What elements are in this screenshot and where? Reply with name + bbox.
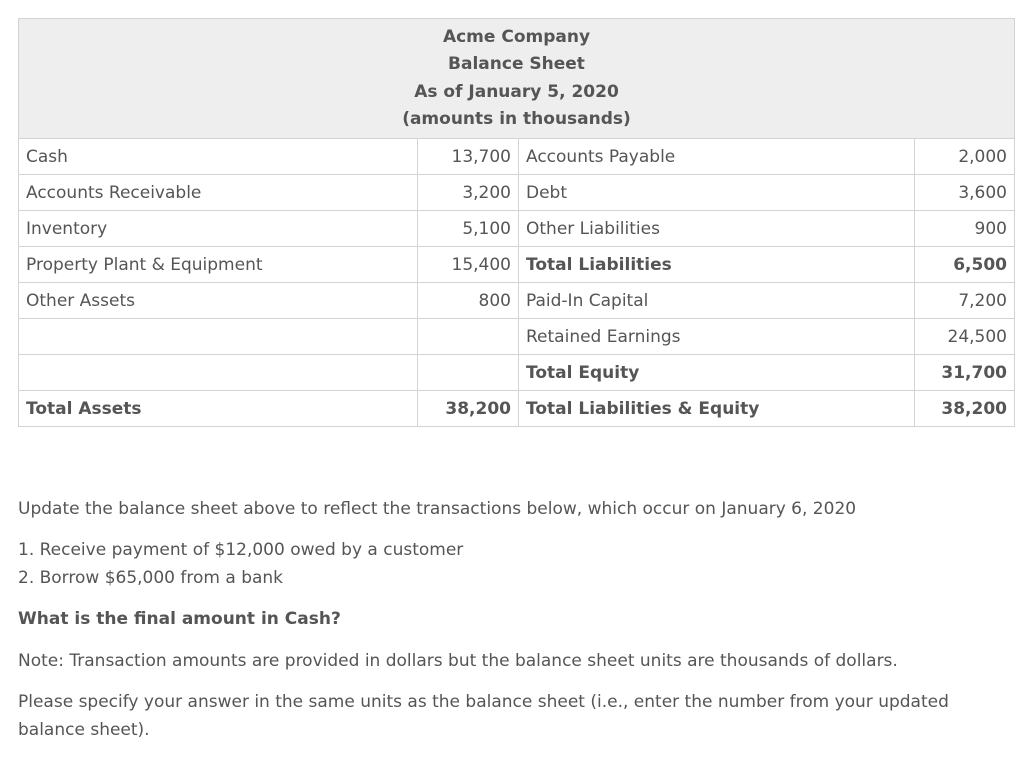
asset-value: 3,200 <box>418 175 519 211</box>
balance-sheet-header <box>19 19 1015 139</box>
liability-value: 3,600 <box>915 175 1015 211</box>
list-item: 2. Borrow $65,000 from a bank <box>18 567 284 588</box>
transaction-list <box>18 537 1008 592</box>
asset-label: Accounts Receivable <box>19 175 418 211</box>
liability-value: 2,000 <box>915 139 1015 175</box>
total-liabilities-equity-label: Total Liabilities & Equity <box>519 391 915 427</box>
sheet-title: Balance Sheet <box>448 54 585 74</box>
table-row <box>19 355 1015 391</box>
liability-value: 900 <box>915 211 1015 247</box>
asset-value <box>418 319 519 355</box>
liability-label: Paid-In Capital <box>519 283 915 319</box>
table-row <box>19 283 1015 319</box>
table-row <box>19 247 1015 283</box>
asset-value: 800 <box>418 283 519 319</box>
total-assets-value: 38,200 <box>418 391 519 427</box>
liability-value: 7,200 <box>915 283 1015 319</box>
asset-label <box>19 319 418 355</box>
company-name: Acme Company <box>442 26 591 47</box>
total-liabilities-value: 6,500 <box>915 247 1015 283</box>
instruction-text: Update the balance sheet above to reflect the transactions below, which occur on January 6, 2020 <box>18 499 857 519</box>
sheet-date: As of January 5, 2020 <box>414 81 619 102</box>
question-prompt: What is the final amount in Cash? <box>18 609 341 629</box>
table-row <box>19 319 1015 355</box>
list-item: 1. Receive payment of $12,000 owed by a customer <box>18 540 464 560</box>
asset-value <box>418 355 519 391</box>
total-equity-value: 31,700 <box>915 355 1015 391</box>
total-equity-label: Total Equity <box>519 355 915 391</box>
asset-label <box>19 355 418 391</box>
total-liabilities-label: Total Liabilities <box>519 247 915 283</box>
liability-value: 24,500 <box>915 319 1015 355</box>
liability-label: Other Liabilities <box>519 211 915 247</box>
balance-sheet-header-row <box>19 19 1015 139</box>
total-liabilities-equity-value: 38,200 <box>915 391 1015 427</box>
asset-value: 5,100 <box>418 211 519 247</box>
asset-label: Other Assets <box>19 283 418 319</box>
table-row <box>19 391 1015 427</box>
asset-value: 15,400 <box>418 247 519 283</box>
specify-text: Please specify your answer in the same units as the balance sheet (i.e., enter the number from your updated balance sheet). <box>18 692 949 740</box>
asset-value: 13,700 <box>418 139 519 175</box>
asset-label: Inventory <box>19 211 418 247</box>
balance-sheet-table <box>18 18 1015 427</box>
sheet-units: (amounts in thousands) <box>402 109 631 129</box>
liability-label: Retained Earnings <box>519 319 915 355</box>
table-row <box>19 211 1015 247</box>
table-row <box>19 175 1015 211</box>
liability-label: Debt <box>519 175 915 211</box>
note-text: Note: Transaction amounts are provided in dollars but the balance sheet units are thousands of dollars. <box>18 651 898 671</box>
table-row <box>19 139 1015 175</box>
total-assets-label: Total Assets <box>19 391 418 427</box>
asset-label: Property Plant & Equipment <box>19 247 418 283</box>
liability-label: Accounts Payable <box>519 139 915 175</box>
asset-label: Cash <box>19 139 418 175</box>
